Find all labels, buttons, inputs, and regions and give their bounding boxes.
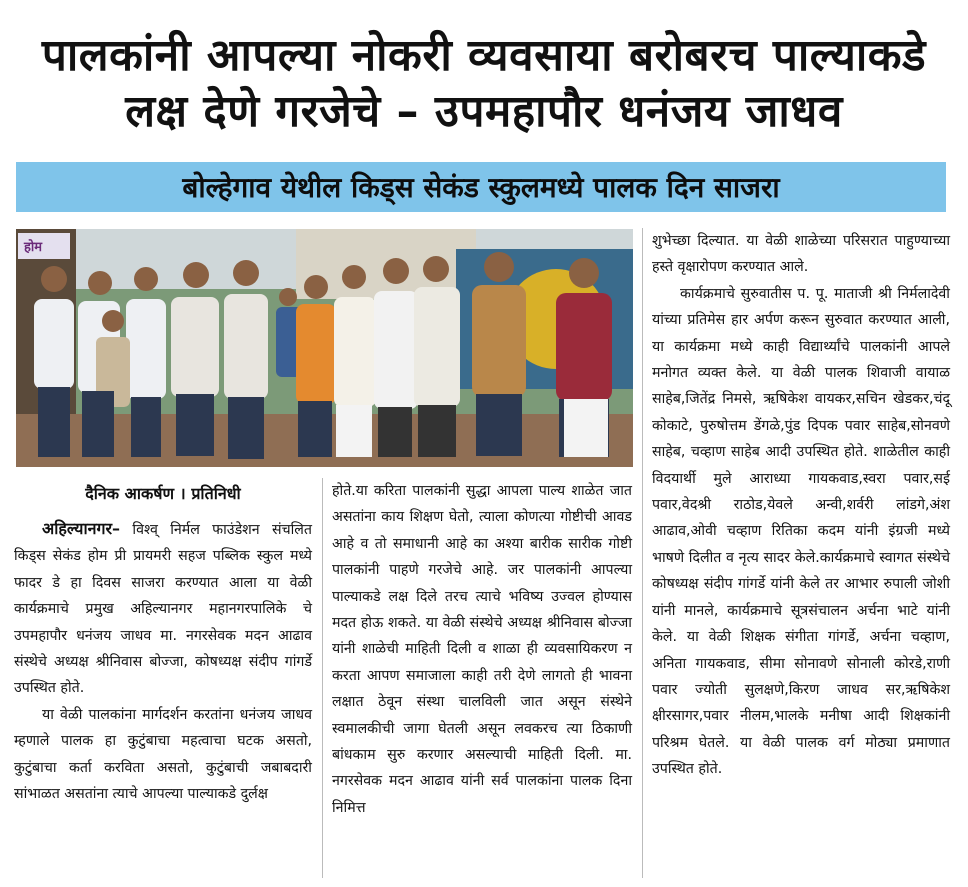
sign-text: होम — [24, 240, 43, 255]
column-divider — [642, 228, 643, 878]
headline — [0, 28, 968, 140]
paragraph-text: विश्व् निर्मल फाउंडेशन संचलित किड्स सेकंड होम प्री प्रायमरी सहज पब्लिक स्कुल मध्ये फादर डे हा दिवस साजरा करण्यात आला या वेळी कार्यक्रमाचे प्रमुख अहिल्यानगर महानगरपालिके चे उपमहापौर धनंजय जाधव मा. नगरसेवक मदन आढाव संस्थेचे अध्यक्ष श्रीनिवास बोज्जा, कोषध्यक्ष संदीप गांगर्डे उपस्थित होते. — [14, 522, 312, 697]
headline-line-1: पालकांनी आपल्या नोकरी व्यवसाया बरोबरच पाल्याकडे — [41, 30, 927, 81]
byline: दैनिक आकर्षण । प्रतिनिधी — [85, 484, 241, 503]
headline-line-2: लक्ष देणे गरजेचे – उपमहापौर धनंजय जाधव — [125, 86, 843, 137]
paragraph: या वेळी पालकांना मार्गदर्शन करतांना धनंजय जाधव म्हणाले पालक हा कुटुंबाचा महत्वाचा घटक असतो, कुटुंबाचा कर्ता करविता असतो, कुटुंबाची जबाबदारी सांभाळत असतांना त्याचे आपल्या पाल्याकडे दुर्लक्ष — [14, 706, 312, 803]
subheading-banner — [16, 162, 946, 212]
article-column-2 — [332, 478, 632, 821]
news-photo — [16, 229, 633, 467]
subheading-text: बोल्हेगाव येथील किड्स सेकंड स्कुलमध्ये पालक दिन साजरा — [182, 171, 780, 204]
paragraph — [14, 516, 312, 702]
column-divider — [322, 478, 323, 878]
dateline-place: अहिल्यानगर– — [42, 519, 121, 538]
paragraph: कार्यक्रमाचे सुरुवातीस प. पू. माताजी श्री निर्मलादेवी यांच्या प्रतिमेस हार अर्पण करून सुरुवात करण्यात आली, या कार्यक्रमा मध्ये काही विद्यार्थ्यांचे पालकांनी आपले मनोगत व्यक्त केले. या वेळी पालक शिवाजी वायाळ साहेब,जितेंद्र निमसे, ऋषिकेश वायकर,सचिन खेडकर,चंदू कोकाटे, पुरुषोत्तम डेंगळे,पुंड दिपक पवार साहेब,सोनवणे साहेब, चव्हाण साहेब आदी उपस्थित होते. शाळेतील काही विदयार्थी मुले आराध्या गायकवाड,स्वरा पवार,सई पवार,वेदश्री राठोड,येवले अन्वी,शर्वरी लांडगे,अंश आढाव,ओवी चव्हाण रितिका कदम यांनी इंग्रजी मध्ये भाषणे दिलीत व नृत्य सादर केले.कार्यक्रमाचे स्वागत संस्थेचे कोषध्यक्ष संदीप गांगर्डे यांनी केले तर आभार रुपाली जोशी यांनी मानले, कार्यक्रमाचे सूत्रसंचालन अर्चना भाटे यांनी केले. या वेळी शिक्षक संगीता गांगर्डे, अर्चना चव्हाण, अनिता गायकवाड, सीमा सोनावणे सोनाली कोरडे,राणी पवार ज्योती सुलक्षणे,किरण जाधव सर,ऋषिकेश क्षीरसागर,पवार नीलम,भालके मनीषा आदी शिक्षकांनी परिश्रम घेतले. या वेळी पालक वर्ग मोठ्या प्रमाणात उपस्थित होते. — [652, 285, 950, 778]
paragraph: होते.या करिता पालकांनी सुद्धा आपला पाल्य शाळेत जात असतांना काय शिक्षण घेतो, त्याला कोणत्या गोष्टीची आवड आहे व तो समाधानी आहे का अश्या बारीक सारीक गोष्टी पालकांनी पाहणे गरजेचे आहे. जर पालकांनी आपल्या पाल्याकडे लक्ष दिले तरच त्याचे भविष्य उज्वल होण्यास मदत होऊ शकते. या वेळी संस्थेचे अध्यक्ष श्रीनिवास बोज्जा यांनी शाळेची माहिती दिली व शाळा ही व्यवसायिकरण न करता आपण समाजाला काही तरी देणे लागतो ही भावना लक्षात ठेवून संस्था चालविली जात असून संस्थेने स्वमालकीची जागा घेतली असून लवकरच त्या ठिकाणी बांधकाम सुरु करणार असल्याची माहिती दिली. मा. नगरसेवक मदन आढाव यांनी सर्व पालकांना पालक दिना निमित्त — [332, 483, 632, 816]
paragraph: शुभेच्छा दिल्यात. या वेळी शाळेच्या परिसरात पाहुण्याच्या हस्ते वृक्षारोपण करण्यात आले. — [652, 233, 950, 276]
group-photo-illustration — [16, 229, 633, 467]
article-column-3 — [652, 228, 950, 783]
article-column-1 — [14, 478, 312, 807]
